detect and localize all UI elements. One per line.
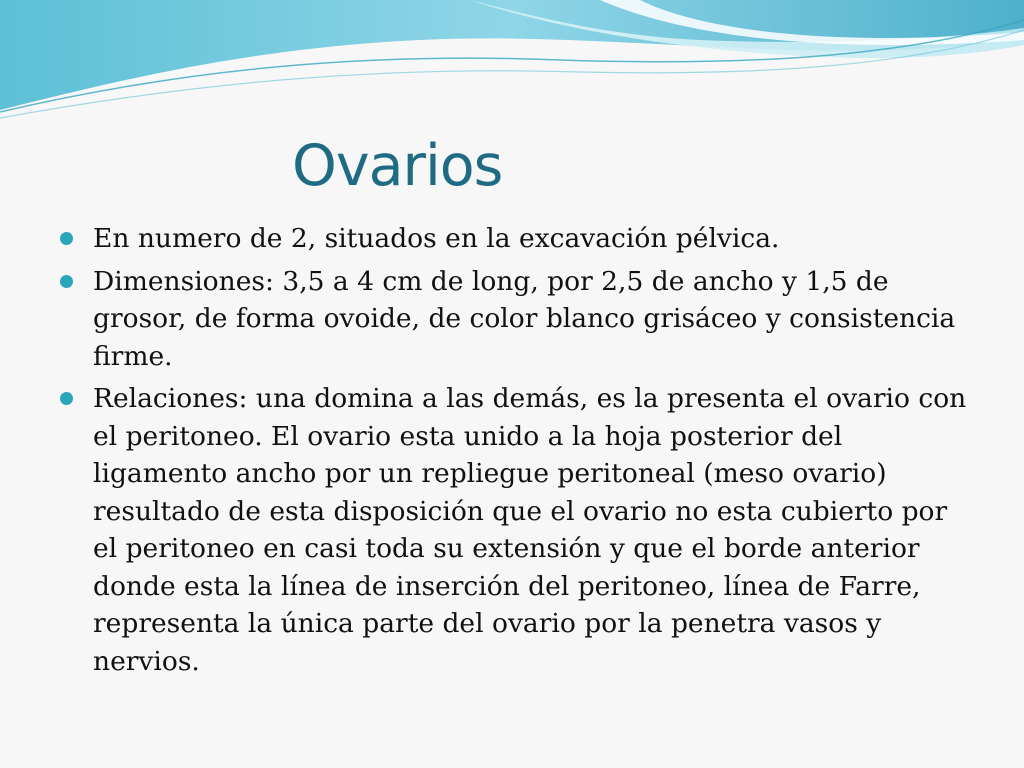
bullet-item <box>56 220 976 258</box>
bullet-text: Dimensiones: 3,5 a 4 cm de long, por 2,5 de ancho y 1,5 de grosor, de forma ovoide, de color blanco grisáceo y consistencia firme. <box>93 265 956 372</box>
bullet-text: Relaciones: una domina a las demás, es la presenta el ovario con el peritoneo. El ovario esta unido a la hoja posterior del ligamento ancho por un repliegue peritoneal (meso ovario) resultado de esta disposición que el ovario no esta cubierto por el peritoneo en casi toda su extensión y que el borde anterior donde esta la línea de inserción del peritoneo, línea de Farre, representa la única parte del ovario por la penetra vasos y nervios. <box>93 383 967 677</box>
bullet-list <box>56 220 976 685</box>
bullet-item <box>56 380 976 680</box>
slide-title: Ovarios <box>292 133 503 199</box>
bullet-dot-icon <box>60 232 73 245</box>
bullet-text: En numero de 2, situados en la excavación pélvica. <box>93 223 780 254</box>
header-wave-decoration <box>0 0 1024 130</box>
bullet-dot-icon <box>60 392 73 405</box>
bullet-item <box>56 263 976 376</box>
bullet-dot-icon <box>60 275 73 288</box>
